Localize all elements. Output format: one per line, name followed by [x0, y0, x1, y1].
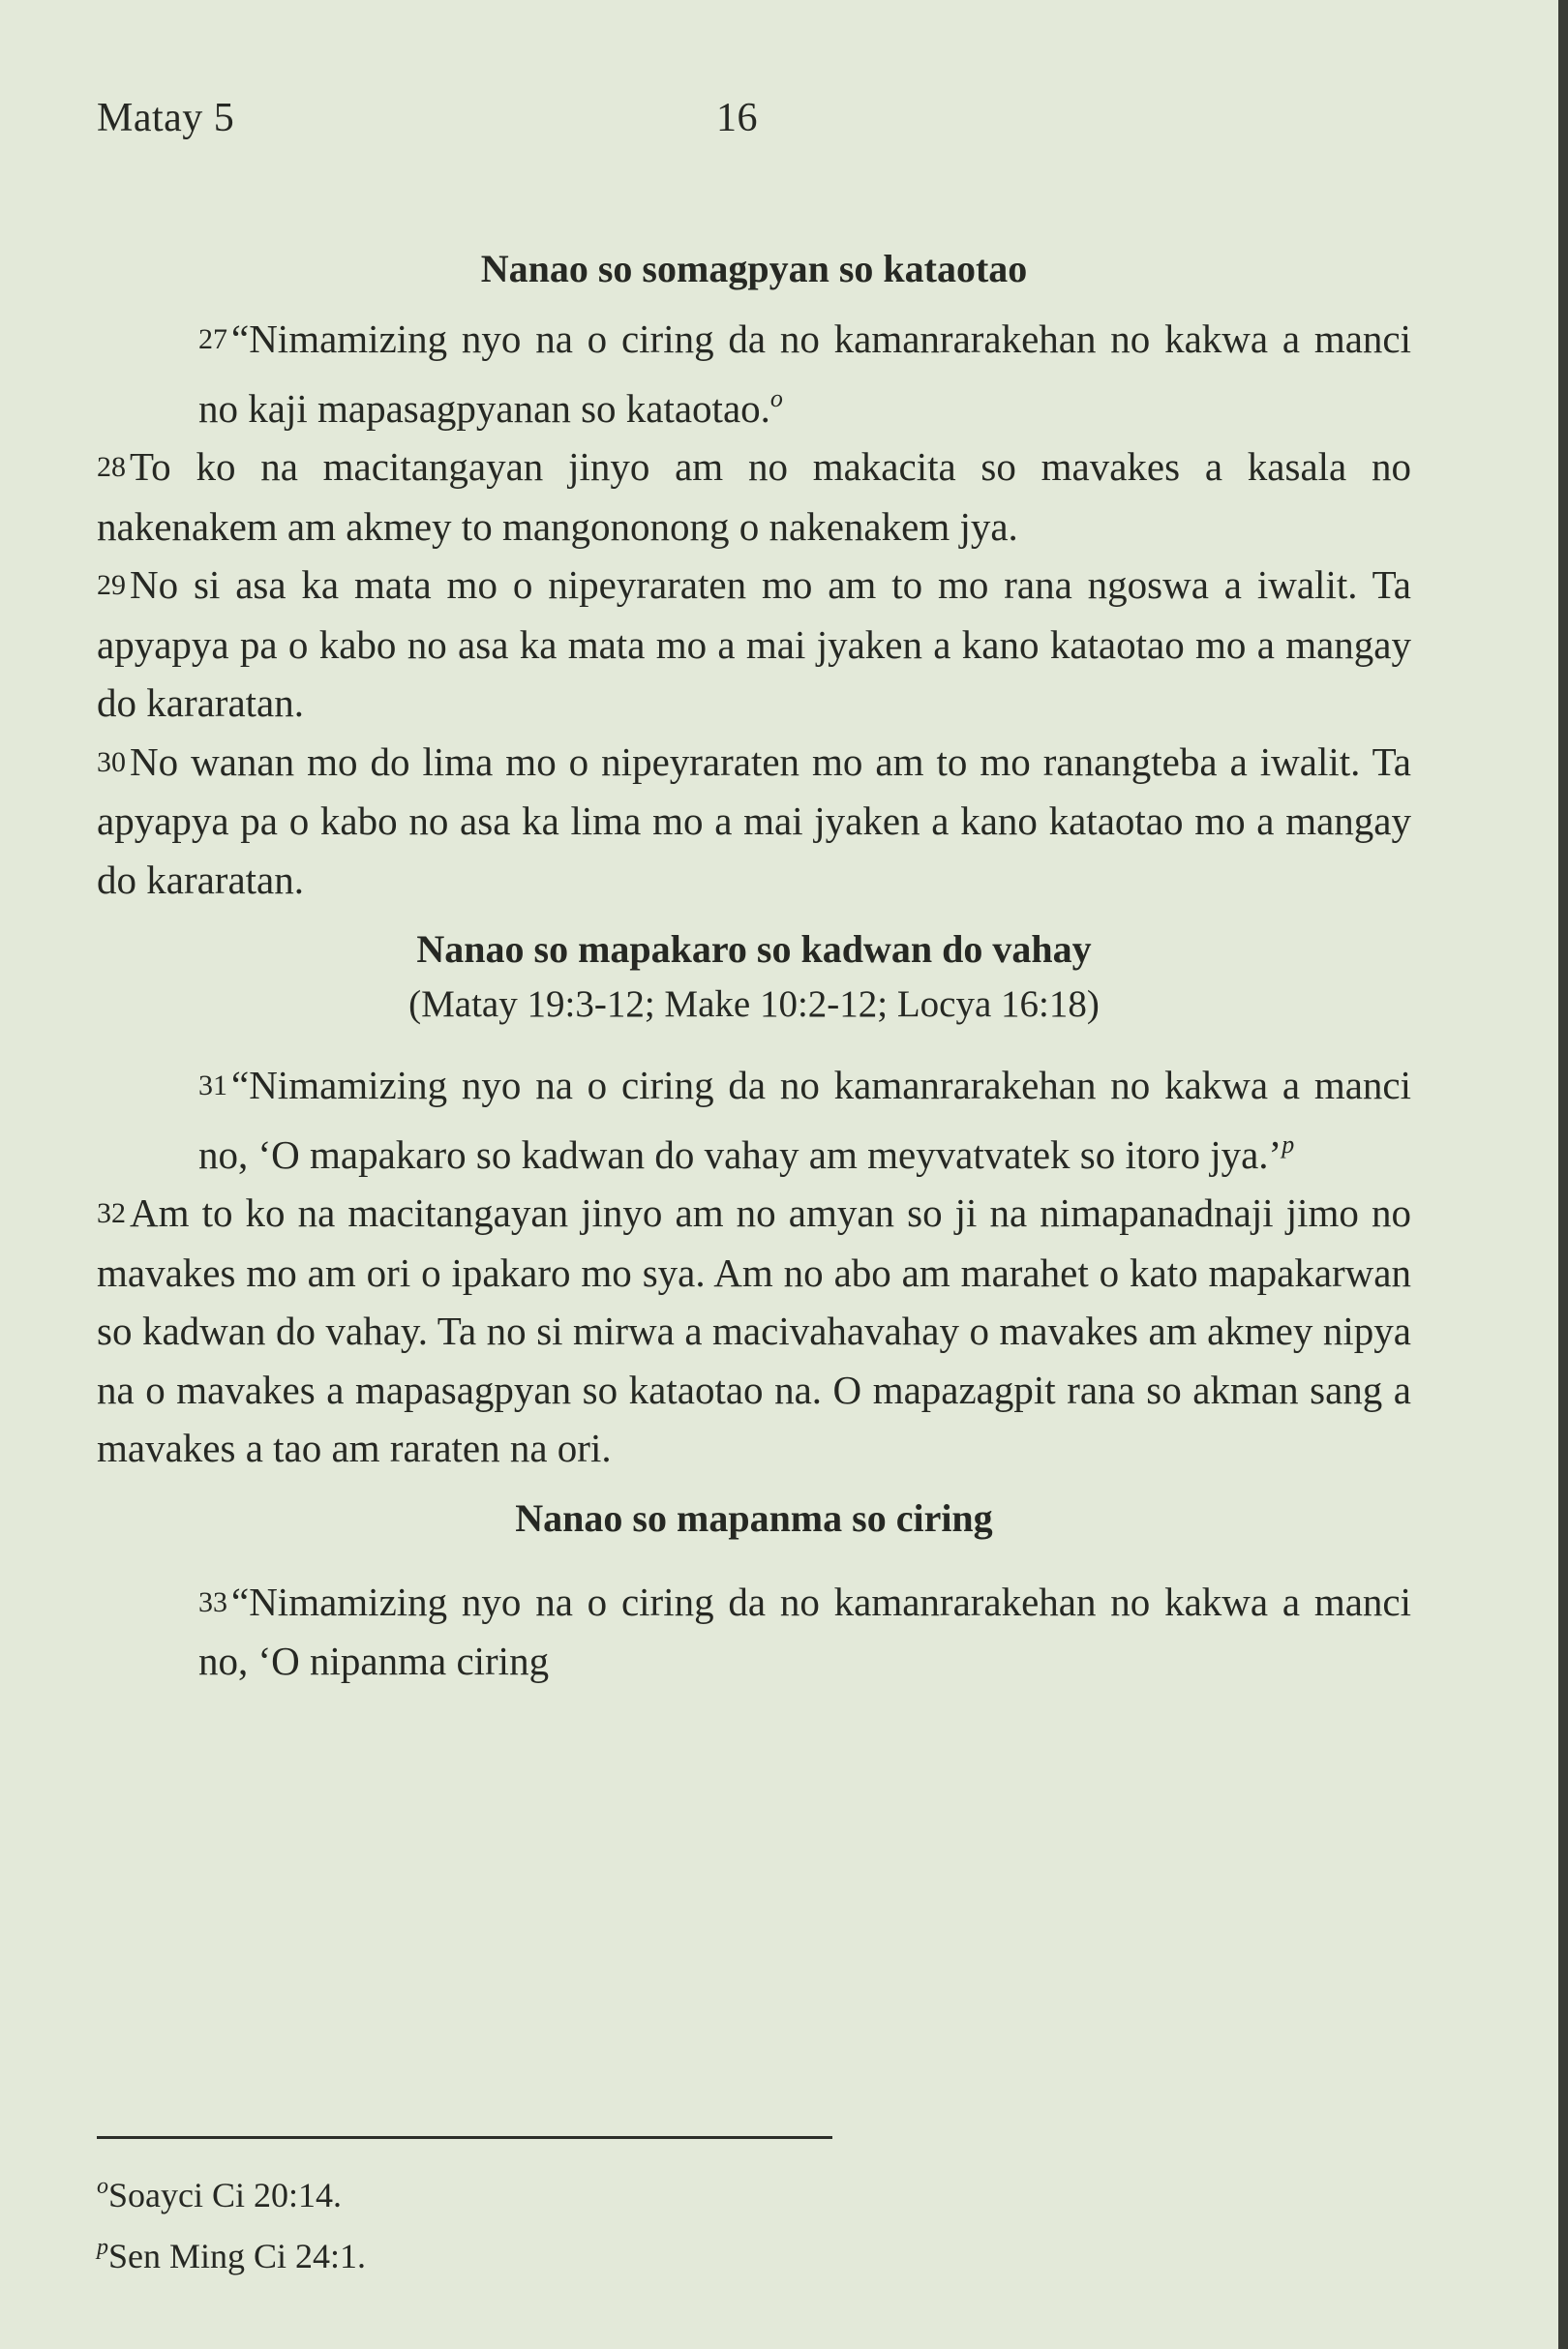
verse-27	[97, 310, 1411, 437]
footnote-divider	[97, 2136, 832, 2139]
verse-number: 32	[97, 1197, 126, 1229]
footnote-text: Soayci Ci 20:14.	[108, 2176, 342, 2214]
footnote-p	[97, 2221, 366, 2282]
footnote-o	[97, 2160, 366, 2221]
parallel-references: (Matay 19:3-12; Make 10:2-12; Locya 16:18)	[408, 983, 1100, 1025]
footnote-mark: o	[97, 2174, 108, 2199]
section-heading: Nanao so mapakaro so kadwan do vahay	[416, 927, 1092, 971]
section-heading: Nanao so somagpyan so kataotao	[480, 247, 1028, 290]
verse-33	[97, 1573, 1411, 1691]
page-number: 16	[716, 96, 758, 140]
verse-text: No si asa ka mata mo o nipeyraraten mo am to mo rana ngoswa a iwalit. Ta apyapya pa o kabo no asa ka mata mo a mai jyaken a kano kataotao mo a mangay do kararatan.	[97, 562, 1411, 725]
footnote-mark: p	[97, 2235, 108, 2260]
verse-number: 28	[97, 451, 126, 483]
verse-number: 31	[198, 1069, 227, 1101]
footnote-marker: o	[769, 383, 783, 412]
footnote-marker: p	[1282, 1129, 1295, 1159]
verse-number: 30	[97, 745, 126, 778]
verse-29	[97, 556, 1411, 733]
verse-text: “Nimamizing nyo na o ciring da no kamanrarakehan no kakwa a manci no kaji mapasagpyanan so kataotao.	[198, 316, 1411, 431]
verse-32	[97, 1184, 1411, 1478]
verse-number: 33	[198, 1585, 227, 1618]
verse-text: “Nimamizing nyo na o ciring da no kamanrarakehan no kakwa a manci no, ‘O mapakaro so kadwan do vahay am meyvatvatek so itoro jya.’	[198, 1063, 1411, 1177]
verse-text: Am to ko na macitangayan jinyo am no amyan so ji na nimapanadnaji jimo no mavakes mo am ori o ipakaro mo sya. Am no abo am marahet o kato mapakarwan so kadwan do vahay. Ta no si mirwa a macivahavahay o mavakes am akmey nipya na o mavakes a mapasagpyan so kataotao na. O mapazagpit rana so akman sang a mavakes a tao am raraten na ori.	[97, 1190, 1411, 1470]
book-chapter: Matay 5	[97, 96, 235, 140]
section-heading: Nanao so mapanma so ciring	[515, 1495, 993, 1540]
page-edge	[1558, 0, 1568, 2349]
verse-number: 29	[97, 569, 126, 601]
verse-number: 27	[198, 323, 227, 355]
verse-text: No wanan mo do lima mo o nipeyraraten mo am to mo ranangteba a iwalit. Ta apyapya pa o kabo no asa ka lima mo a mai jyaken a kano kataotao mo a mangay do kararatan.	[97, 738, 1411, 902]
verse-text: To ko na macitangayan jinyo am no makacita so mavakes a kasala no nakenakem am akmey to mangononong o nakenakem jya.	[97, 444, 1411, 549]
verse-31	[97, 1056, 1411, 1184]
verse-30	[97, 733, 1411, 910]
footnotes	[97, 2160, 366, 2282]
verse-28	[97, 437, 1411, 556]
footnote-text: Sen Ming Ci 24:1.	[108, 2237, 367, 2275]
body-text	[97, 240, 1411, 1691]
verse-text: “Nimamizing nyo na o ciring da no kamanrarakehan no kakwa a manci no, ‘O nipanma ciring	[198, 1579, 1411, 1683]
